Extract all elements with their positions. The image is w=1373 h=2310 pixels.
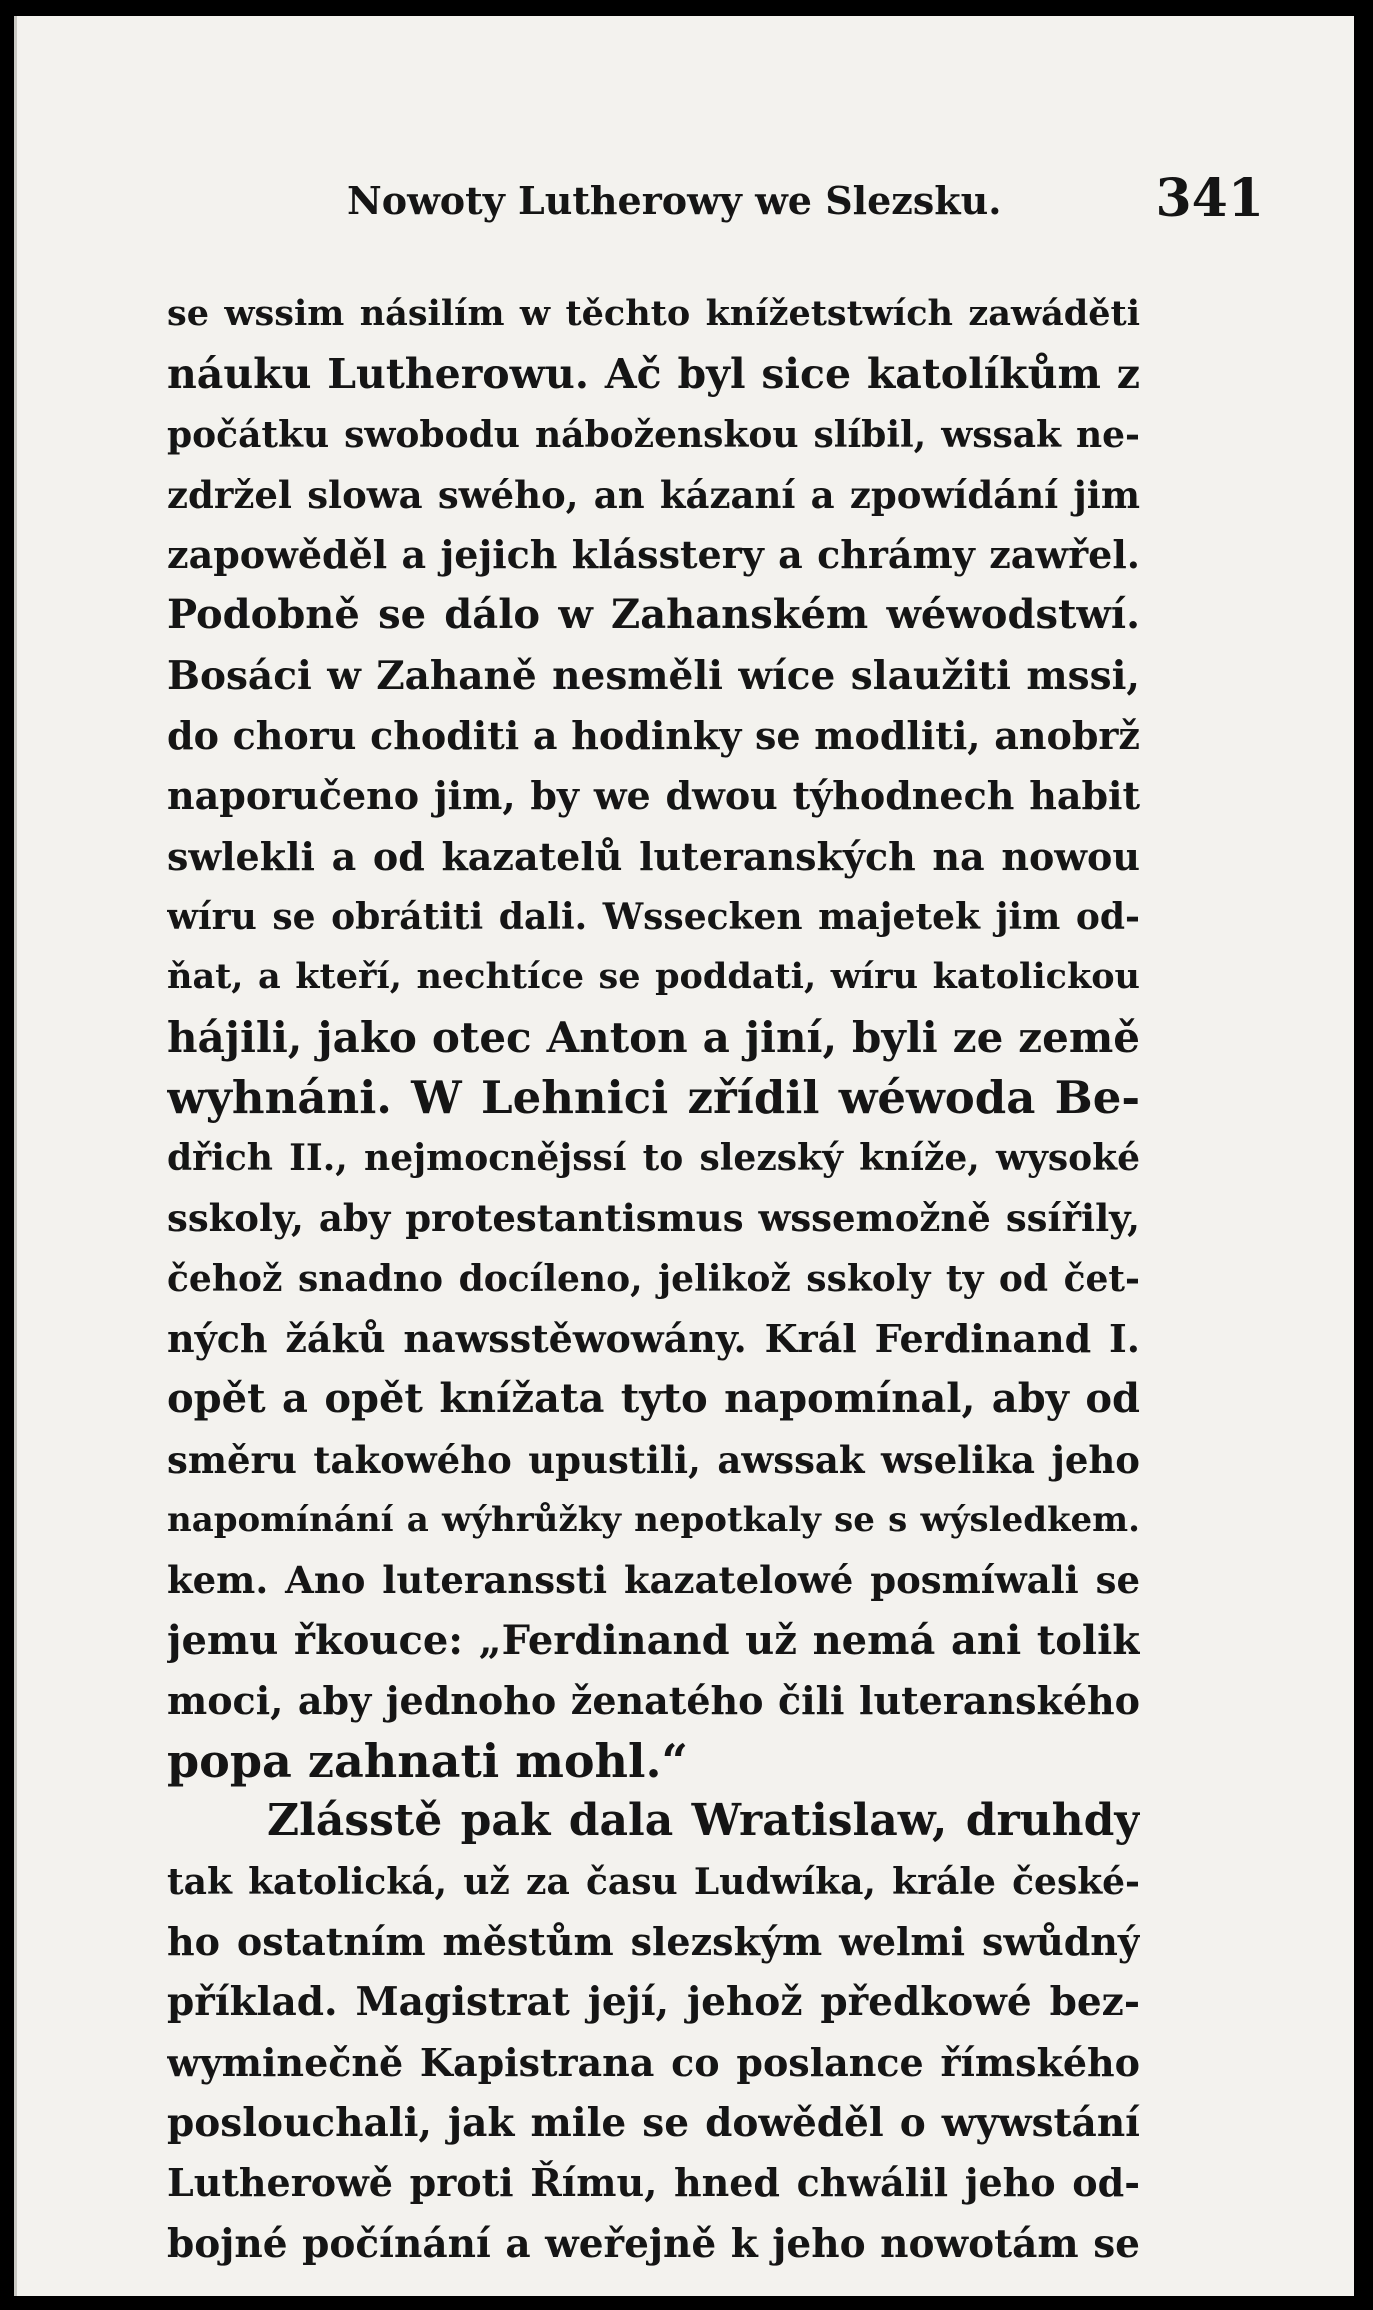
text-line: do choru choditi a hodinky se modliti, anobrž [167,713,1140,759]
text-line: Podobně se dálo w Zahanském wéwodstwí. [167,591,1140,639]
text-line: popa zahnati mohl.“ [167,1734,688,1789]
text-line: sskoly, aby protestantismus wssemožně ssířily, [167,1196,1140,1241]
text-line: swlekli a od kazatelů luteranských na nowou [167,833,1140,879]
text-line: moci, aby jednoho ženatého čili luteranského [167,1677,1140,1723]
text-line: Zlásstě pak dala Wratislaw, druhdy [267,1795,1140,1847]
text-line: wíru se obrátiti dali. Wssecken majetek jim od- [167,895,1140,938]
text-line: počátku swobodu náboženskou slíbil, wssak ne- [167,413,1140,456]
text-line: wyminečně Kapistrana co poslance římského [167,2039,1140,2085]
running-title: Nowoty Lutherowy we Slezsku. [347,178,1002,223]
text-line: poslouchali, jak mile se dowěděl o wywstání [167,2099,1140,2146]
text-line: zapowěděl a jejich klásstery a chrámy zawřel. [167,532,1140,578]
text-line: náuku Lutherowu. Ač byl sice katolíkům z [167,350,1140,399]
text-line: ňat, a kteří, nechtíce se poddati, wíru katolickou [167,956,1140,998]
text-line: ho ostatním městům slezským welmi swůdný [167,1919,1140,1965]
text-line: Lutherowě proti Římu, hned chwálil jeho od- [167,2160,1140,2206]
page-number: 341 [1155,168,1264,229]
text-line: Bosáci w Zahaně nesměli wíce slaužiti mssi, [167,652,1140,699]
page-header [157,166,1264,236]
text-line: kem. Ano luteranssti kazatelowé posmíwali se [167,1558,1140,1603]
text-line: hájili, jako otec Anton a jiní, byli ze země [167,1012,1140,1062]
text-line: opět a opět knížata tyto napomínal, aby od [167,1375,1140,1423]
book-page [14,16,1354,2296]
text-line: napomínání a wýhrůžky nepotkaly se s wýsledkem. [167,1499,1140,1540]
text-line: dřich II., nejmocnějssí to slezský kníže, wysoké [167,1137,1140,1180]
text-line: jemu řkouce: „Ferdinand už nemá ani tolik [167,1616,1140,1664]
text-line: wyhnáni. W Lehnici zřídil wéwoda Be- [167,1070,1140,1124]
text-line: bojné počínání a weřejně k jeho nowotám se [167,2220,1140,2267]
text-line: čehož snadno docíleno, jelikož sskoly ty od čet- [167,1257,1140,1300]
text-line: ných žáků nawsstěwowány. Král Ferdinand I. [167,1316,1140,1362]
text-line: se wssim násilím w těchto knížetstwích zawáděti [167,293,1140,334]
text-line: směru takowého upustili, awssak wselika jeho [167,1437,1140,1482]
text-line: příklad. Magistrat její, jehož předkowé bez- [167,1979,1140,2026]
text-line: tak katolická, už za času Ludwíka, krále české- [167,1860,1140,1903]
text-line: zdržel slowa swého, an kázaní a zpowídání jim [167,472,1140,517]
body-text [167,284,1140,2274]
text-line: naporučeno jim, by we dwou týhodnech habit [167,773,1140,819]
